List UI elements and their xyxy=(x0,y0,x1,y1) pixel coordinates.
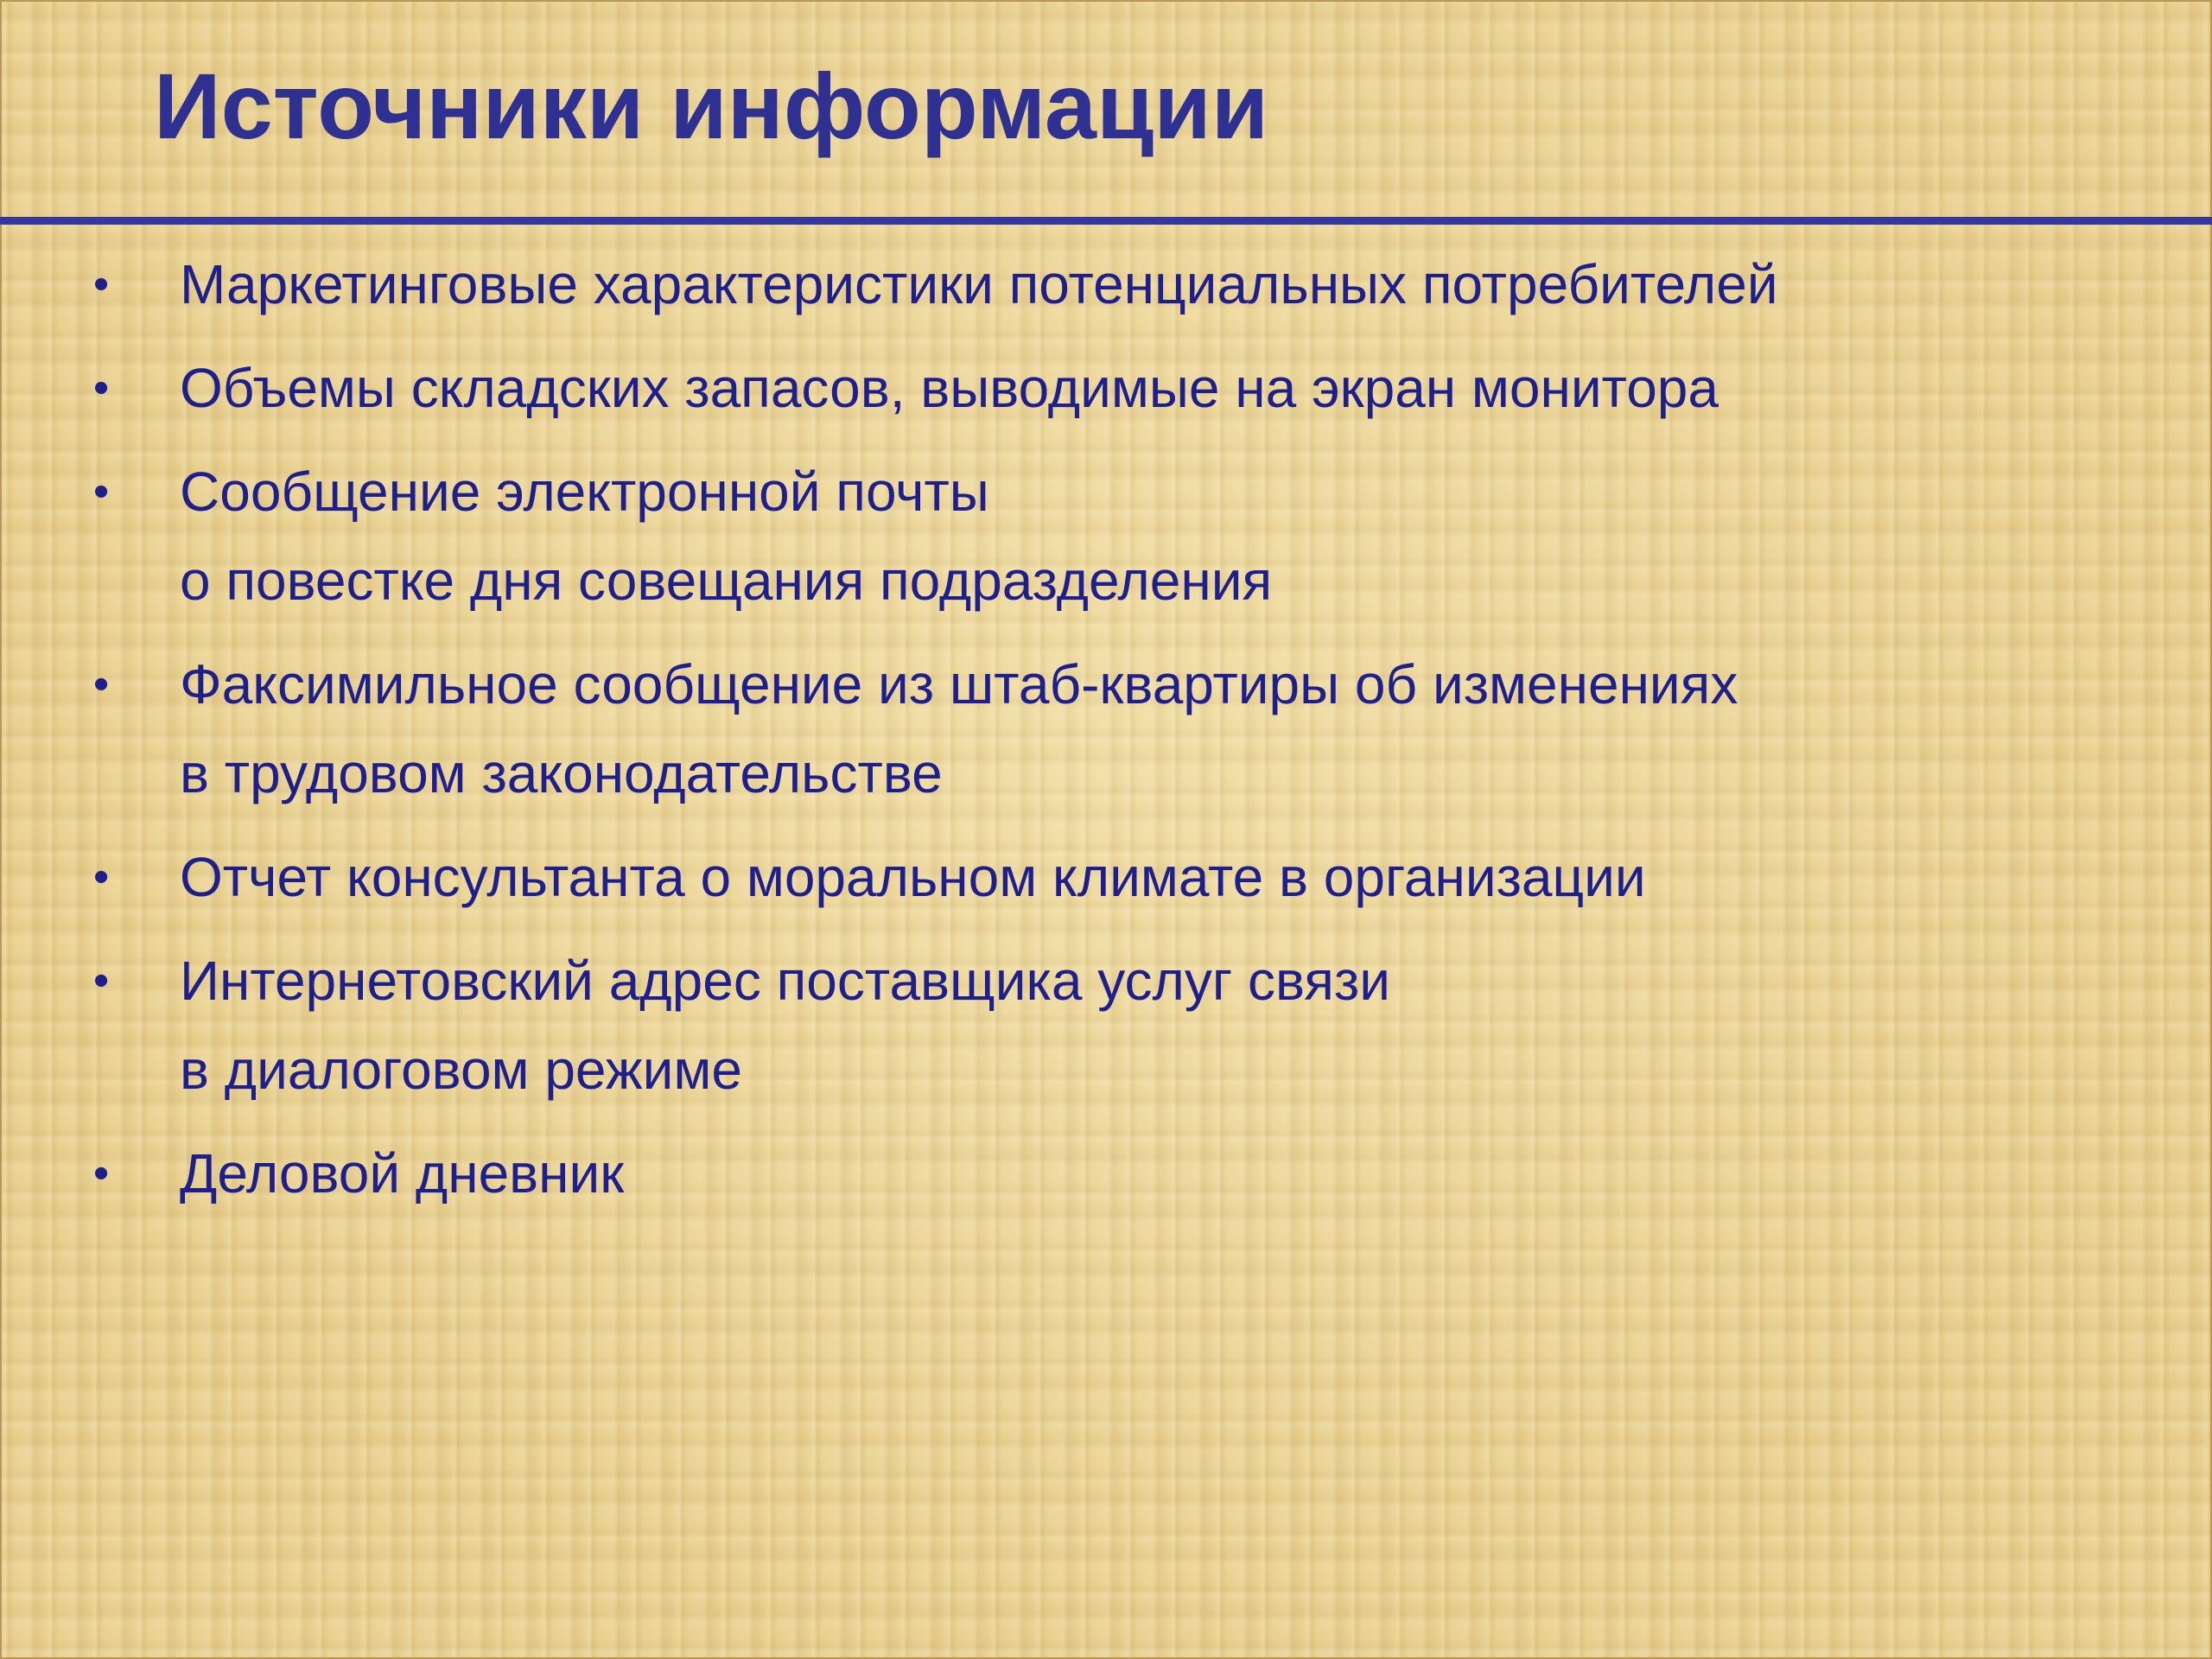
list-item-text: о повестке дня совещания подразделения xyxy=(180,550,1273,612)
list-item xyxy=(0,640,2212,818)
list-item xyxy=(0,344,2212,433)
title-divider xyxy=(0,217,2212,225)
bullet-marker: • xyxy=(93,259,110,309)
list-item xyxy=(0,1129,2212,1218)
list-item xyxy=(0,240,2212,329)
list-item-text: Сообщение электронной почты xyxy=(180,461,989,523)
list-item-text: Факсимильное сообщение из штаб-квартиры об изменениях xyxy=(180,653,1738,715)
bullet-marker: • xyxy=(93,852,110,902)
list-item xyxy=(0,833,2212,922)
bullet-marker: • xyxy=(93,956,110,1006)
list-item xyxy=(0,937,2212,1115)
bullet-list xyxy=(0,240,2212,1233)
list-item xyxy=(0,448,2212,626)
list-item-text: в трудовом законодательстве xyxy=(180,742,943,804)
list-item-text: Деловой дневник xyxy=(180,1142,625,1205)
bullet-marker: • xyxy=(93,1148,110,1198)
slide-title: Источники информации xyxy=(154,54,1269,158)
bullet-marker: • xyxy=(93,467,110,517)
bullet-marker: • xyxy=(93,659,110,709)
list-item-text: Маркетинговые характеристики потенциальных потребителей xyxy=(180,253,1778,315)
list-item-text: в диалоговом режиме xyxy=(180,1039,742,1101)
list-item-text: Объемы складских запасов, выводимые на экран монитора xyxy=(180,357,1719,419)
list-item-text: Отчет консультанта о моральном климате в организации xyxy=(180,846,1646,908)
bullet-marker: • xyxy=(93,363,110,413)
list-item-text: Интернетовский адрес поставщика услуг связи xyxy=(180,950,1390,1012)
